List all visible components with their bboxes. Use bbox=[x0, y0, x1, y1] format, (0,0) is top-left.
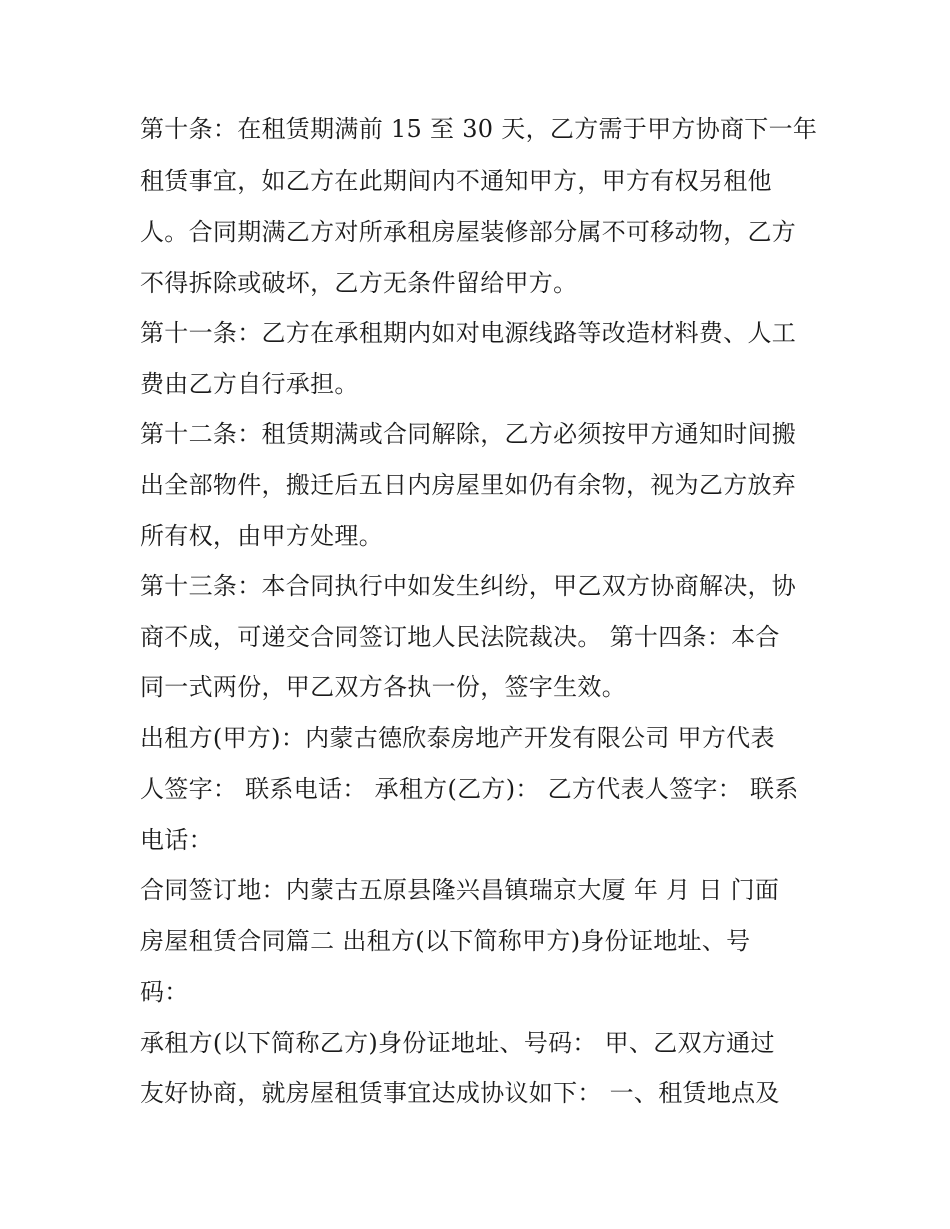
text-line: 不得拆除或破坏，乙方无条件留给甲方。 bbox=[140, 269, 578, 297]
text-line: 码： bbox=[140, 978, 189, 1006]
text-line: 商不成，可递交合同签订地人民法院裁决。 第十四条：本合 bbox=[140, 623, 780, 651]
text-line: 第十二条：租赁期满或合同解除，乙方必须按甲方通知时间搬 bbox=[140, 420, 797, 448]
text-line: 第十条：在租赁期满前 15 至 30 天，乙方需于甲方协商下一年 bbox=[140, 115, 818, 143]
text-line: 合同签订地：内蒙古五原县隆兴昌镇瑞京大厦 年 月 日 门面 bbox=[140, 876, 780, 904]
text-line: 承租方(以下简称乙方)身份证地址、号码： 甲、乙双方通过 bbox=[140, 1029, 775, 1057]
text-line: 所有权，由甲方处理。 bbox=[140, 522, 383, 550]
text-line: 租赁事宜，如乙方在此期间内不通知甲方，甲方有权另租他 bbox=[140, 167, 772, 195]
text-line: 房屋租赁合同篇二 出租方(以下简称甲方)身份证地址、号 bbox=[140, 927, 751, 955]
text-line: 第十一条：乙方在承租期内如对电源线路等改造材料费、人工 bbox=[140, 319, 797, 347]
text-line: 电话： bbox=[140, 826, 213, 854]
text-line: 出全部物件，搬迁后五日内房屋里如仍有余物，视为乙方放弃 bbox=[140, 471, 797, 499]
text-line: 同一式两份，甲乙双方各执一份，签字生效。 bbox=[140, 673, 626, 701]
text-line: 人。合同期满乙方对所承租房屋装修部分属不可移动物，乙方 bbox=[140, 218, 797, 246]
text-line: 第十三条：本合同执行中如发生纠纷，甲乙双方协商解决，协 bbox=[140, 572, 797, 600]
text-line: 出租方(甲方)：内蒙古德欣泰房地产开发有限公司 甲方代表 bbox=[140, 724, 775, 752]
text-line: 人签字： 联系电话： 承租方(乙方)： 乙方代表人签字： 联系 bbox=[140, 775, 799, 803]
text-line: 费由乙方自行承担。 bbox=[140, 370, 359, 398]
text-line: 友好协商，就房屋租赁事宜达成协议如下： 一、租赁地点及 bbox=[140, 1079, 780, 1107]
